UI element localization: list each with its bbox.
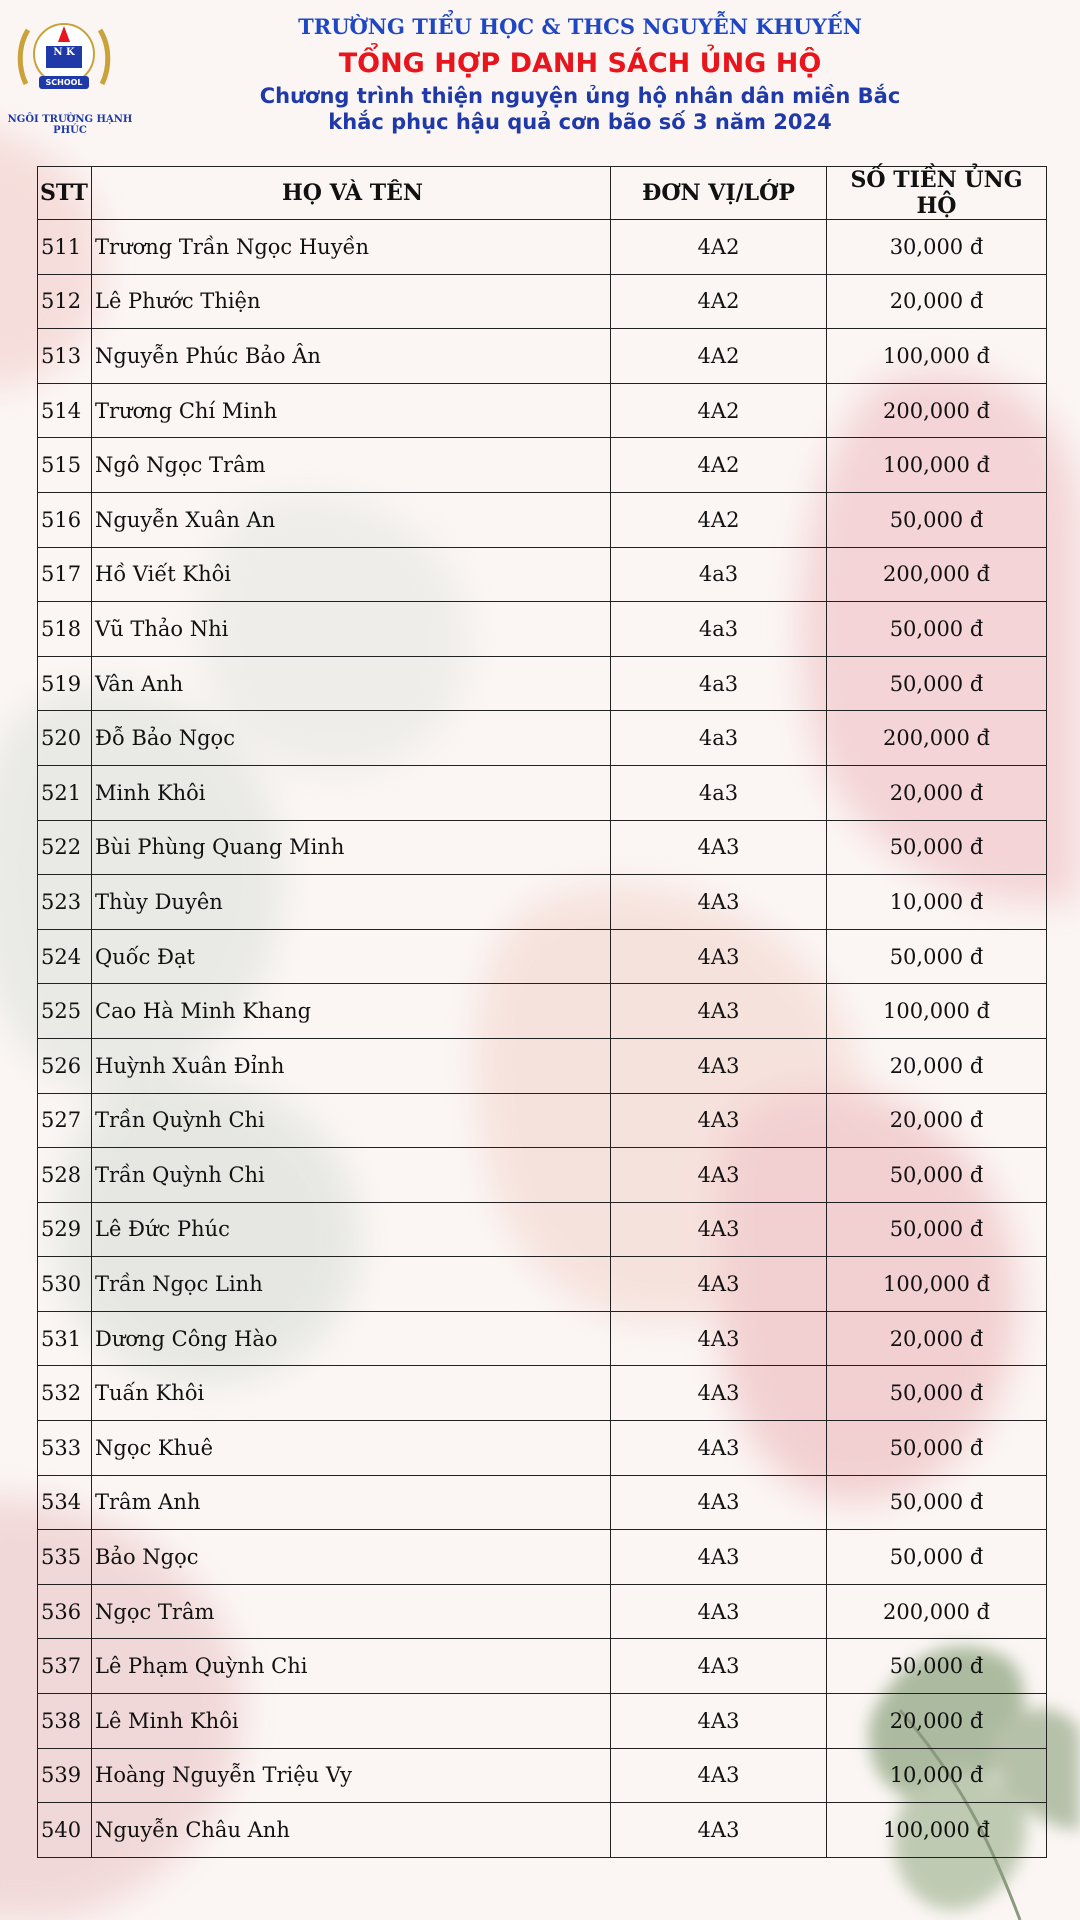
table-row (38, 1366, 1047, 1421)
row-unit: 4A2 (611, 329, 827, 384)
document-header (0, 0, 1080, 160)
row-amount: 100,000 đ (827, 984, 1047, 1039)
table-row (38, 1257, 1047, 1312)
table-row (38, 1748, 1047, 1803)
row-stt: 515 (38, 438, 92, 493)
subtitle-line-2: khắc phục hậu quả cơn bão số 3 năm 2024 (328, 110, 832, 134)
row-stt: 535 (38, 1530, 92, 1585)
table-row (38, 929, 1047, 984)
table-row (38, 220, 1047, 275)
logo-letters: N K (53, 47, 75, 58)
row-amount: 200,000 đ (827, 1584, 1047, 1639)
row-name: Huỳnh Xuân Đỉnh (92, 1038, 611, 1093)
row-amount: 100,000 đ (827, 329, 1047, 384)
row-name: Vân Anh (92, 656, 611, 711)
table-row (38, 1530, 1047, 1585)
row-stt: 518 (38, 602, 92, 657)
row-amount: 100,000 đ (827, 1257, 1047, 1312)
row-name: Lê Phước Thiện (92, 274, 611, 329)
row-unit: 4A3 (611, 820, 827, 875)
row-unit: 4A3 (611, 929, 827, 984)
row-unit: 4A3 (611, 1311, 827, 1366)
row-stt: 519 (38, 656, 92, 711)
row-name: Hồ Viết Khôi (92, 547, 611, 602)
header-stt: STT (38, 167, 92, 220)
row-stt: 516 (38, 492, 92, 547)
row-stt: 523 (38, 875, 92, 930)
row-amount: 50,000 đ (827, 1639, 1047, 1694)
table-row (38, 492, 1047, 547)
table-row (38, 711, 1047, 766)
table-row (38, 438, 1047, 493)
row-name: Lê Phạm Quỳnh Chi (92, 1639, 611, 1694)
row-unit: 4a3 (611, 656, 827, 711)
row-stt: 533 (38, 1421, 92, 1476)
row-stt: 513 (38, 329, 92, 384)
row-amount: 50,000 đ (827, 1366, 1047, 1421)
row-amount: 50,000 đ (827, 602, 1047, 657)
row-name: Trương Chí Minh (92, 383, 611, 438)
row-name: Nguyễn Xuân An (92, 492, 611, 547)
row-amount: 50,000 đ (827, 929, 1047, 984)
row-unit: 4A3 (611, 984, 827, 1039)
row-stt: 528 (38, 1148, 92, 1203)
row-unit: 4A3 (611, 1584, 827, 1639)
row-amount: 10,000 đ (827, 1748, 1047, 1803)
row-name: Dương Công Hào (92, 1311, 611, 1366)
row-amount: 50,000 đ (827, 1148, 1047, 1203)
row-amount: 50,000 đ (827, 820, 1047, 875)
table-row (38, 602, 1047, 657)
row-stt: 529 (38, 1202, 92, 1257)
row-unit: 4A3 (611, 1475, 827, 1530)
row-unit: 4A2 (611, 220, 827, 275)
row-name: Bùi Phùng Quang Minh (92, 820, 611, 875)
table-body (38, 220, 1047, 1858)
row-stt: 524 (38, 929, 92, 984)
row-amount: 50,000 đ (827, 1530, 1047, 1585)
row-stt: 525 (38, 984, 92, 1039)
table-row (38, 274, 1047, 329)
row-unit: 4A3 (611, 1421, 827, 1476)
row-stt: 531 (38, 1311, 92, 1366)
row-amount: 50,000 đ (827, 1421, 1047, 1476)
row-name: Lê Đức Phúc (92, 1202, 611, 1257)
row-unit: 4A3 (611, 1366, 827, 1421)
row-amount: 20,000 đ (827, 1038, 1047, 1093)
row-name: Hoàng Nguyễn Triệu Vy (92, 1748, 611, 1803)
row-name: Tuấn Khôi (92, 1366, 611, 1421)
table-row (38, 1694, 1047, 1749)
row-unit: 4A2 (611, 383, 827, 438)
row-unit: 4A3 (611, 1803, 827, 1858)
row-amount: 20,000 đ (827, 1694, 1047, 1749)
row-name: Trần Quỳnh Chi (92, 1148, 611, 1203)
row-stt: 526 (38, 1038, 92, 1093)
table-row (38, 1311, 1047, 1366)
table-row (38, 1202, 1047, 1257)
row-amount: 50,000 đ (827, 1475, 1047, 1530)
table-row (38, 1421, 1047, 1476)
row-amount: 100,000 đ (827, 438, 1047, 493)
table-row (38, 383, 1047, 438)
row-unit: 4a3 (611, 547, 827, 602)
table-row (38, 875, 1047, 930)
row-stt: 521 (38, 765, 92, 820)
row-unit: 4a3 (611, 602, 827, 657)
table-row (38, 656, 1047, 711)
table-header-row (38, 167, 1047, 220)
school-name: TRƯỜNG TIỂU HỌC & THCS NGUYỄN KHUYẾN (298, 14, 862, 39)
table-row (38, 329, 1047, 384)
row-amount: 200,000 đ (827, 711, 1047, 766)
row-amount: 30,000 đ (827, 220, 1047, 275)
row-stt: 536 (38, 1584, 92, 1639)
row-name: Trần Quỳnh Chi (92, 1093, 611, 1148)
row-amount: 200,000 đ (827, 547, 1047, 602)
row-stt: 532 (38, 1366, 92, 1421)
row-name: Quốc Đạt (92, 929, 611, 984)
row-unit: 4A3 (611, 1530, 827, 1585)
row-amount: 10,000 đ (827, 875, 1047, 930)
row-unit: 4A2 (611, 492, 827, 547)
row-unit: 4a3 (611, 765, 827, 820)
row-unit: 4A3 (611, 1694, 827, 1749)
header-unit: ĐƠN VỊ/LỚP (611, 167, 827, 220)
table-row (38, 547, 1047, 602)
row-stt: 530 (38, 1257, 92, 1312)
row-stt: 511 (38, 220, 92, 275)
row-name: Trương Trần Ngọc Huyền (92, 220, 611, 275)
row-unit: 4A3 (611, 1093, 827, 1148)
row-amount: 20,000 đ (827, 765, 1047, 820)
row-stt: 538 (38, 1694, 92, 1749)
row-unit: 4a3 (611, 711, 827, 766)
row-stt: 527 (38, 1093, 92, 1148)
row-name: Ngô Ngọc Trâm (92, 438, 611, 493)
row-amount: 50,000 đ (827, 1202, 1047, 1257)
row-unit: 4A3 (611, 875, 827, 930)
page-title: TỔNG HỢP DANH SÁCH ỦNG HỘ (338, 48, 822, 79)
row-unit: 4A3 (611, 1202, 827, 1257)
row-unit: 4A2 (611, 438, 827, 493)
table-row (38, 1148, 1047, 1203)
row-stt: 534 (38, 1475, 92, 1530)
row-name: Minh Khôi (92, 765, 611, 820)
table-row (38, 1584, 1047, 1639)
table-row (38, 765, 1047, 820)
row-name: Nguyễn Châu Anh (92, 1803, 611, 1858)
header-name: HỌ VÀ TÊN (92, 167, 611, 220)
row-name: Ngọc Khuê (92, 1421, 611, 1476)
row-unit: 4A3 (611, 1257, 827, 1312)
row-name: Ngọc Trâm (92, 1584, 611, 1639)
row-name: Lê Minh Khôi (92, 1694, 611, 1749)
row-name: Đỗ Bảo Ngọc (92, 711, 611, 766)
row-stt: 512 (38, 274, 92, 329)
row-name: Nguyễn Phúc Bảo Ân (92, 329, 611, 384)
school-motto: NGÔI TRƯỜNG HẠNH PHÚC (7, 114, 133, 136)
row-unit: 4A3 (611, 1748, 827, 1803)
row-stt: 537 (38, 1639, 92, 1694)
table-row (38, 1475, 1047, 1530)
header-amount: SỐ TIỀN ỦNG HỘ (827, 167, 1047, 220)
row-unit: 4A2 (611, 274, 827, 329)
row-stt: 540 (38, 1803, 92, 1858)
row-name: Trâm Anh (92, 1475, 611, 1530)
logo-banner: SCHOOL (45, 78, 83, 87)
subtitle-line-1: Chương trình thiện nguyện ủng hộ nhân dân miền Bắc (259, 84, 901, 108)
row-unit: 4A3 (611, 1038, 827, 1093)
donation-table (37, 166, 1047, 1858)
row-amount: 20,000 đ (827, 1311, 1047, 1366)
row-stt: 539 (38, 1748, 92, 1803)
table-row (38, 984, 1047, 1039)
row-amount: 200,000 đ (827, 383, 1047, 438)
row-name: Cao Hà Minh Khang (92, 984, 611, 1039)
row-amount: 50,000 đ (827, 492, 1047, 547)
row-name: Vũ Thảo Nhi (92, 602, 611, 657)
row-name: Thùy Duyên (92, 875, 611, 930)
table-row (38, 820, 1047, 875)
row-unit: 4A3 (611, 1639, 827, 1694)
row-amount: 50,000 đ (827, 656, 1047, 711)
row-stt: 517 (38, 547, 92, 602)
table-row (38, 1803, 1047, 1858)
table-row (38, 1038, 1047, 1093)
row-amount: 100,000 đ (827, 1803, 1047, 1858)
table-row (38, 1093, 1047, 1148)
row-unit: 4A3 (611, 1148, 827, 1203)
row-stt: 522 (38, 820, 92, 875)
row-stt: 520 (38, 711, 92, 766)
row-amount: 20,000 đ (827, 1093, 1047, 1148)
row-name: Trần Ngọc Linh (92, 1257, 611, 1312)
table-row (38, 1639, 1047, 1694)
row-name: Bảo Ngọc (92, 1530, 611, 1585)
row-amount: 20,000 đ (827, 274, 1047, 329)
row-stt: 514 (38, 383, 92, 438)
